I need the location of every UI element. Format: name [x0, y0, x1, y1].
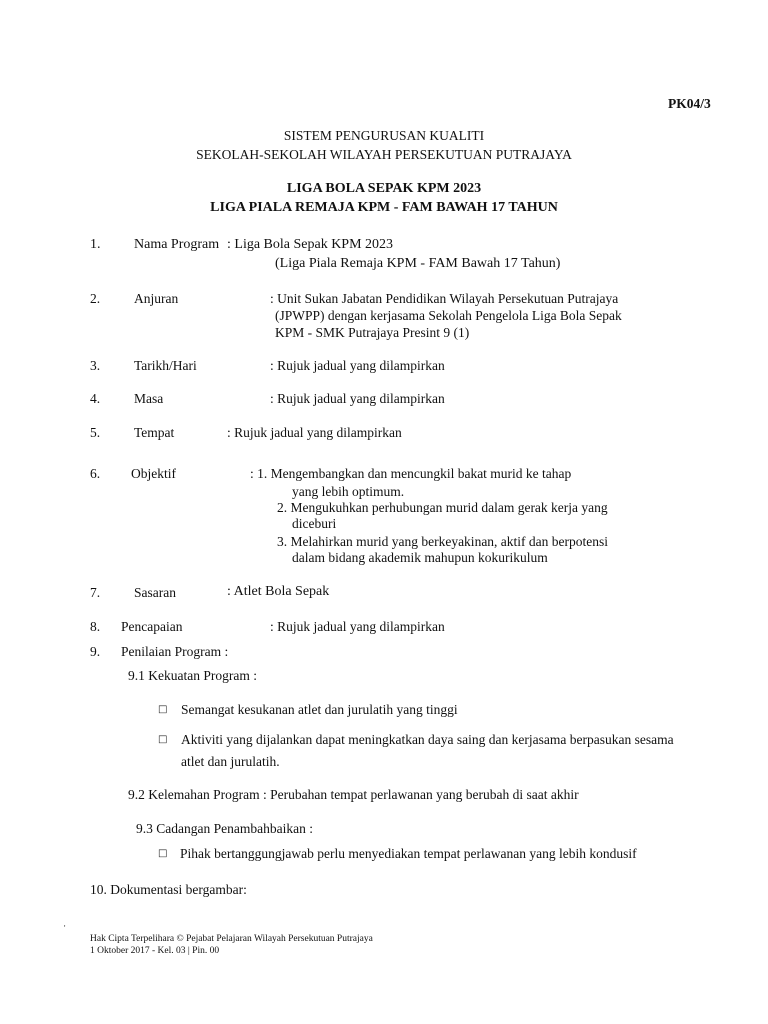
improvement-item-1: Pihak bertanggungjawab perlu menyediakan tempat perlawanan yang lebih kondusif — [180, 846, 637, 861]
item-label: Anjuran — [134, 291, 179, 306]
item-label: Objektif — [131, 466, 176, 481]
objective-1-cont: yang lebih optimum. — [292, 484, 405, 499]
objective-1: : 1. Mengembangkan dan mencungkil bakat murid ke tahap — [250, 466, 572, 481]
item-label: Pencapaian — [121, 619, 183, 634]
footer-copyright: Hak Cipta Terpelihara © Pejabat Pelajaran Wilayah Persekutuan Putrajaya — [90, 934, 373, 944]
header-line-1: SISTEM PENGURUSAN KUALITI — [283, 128, 485, 143]
item-number: 8. — [90, 619, 101, 634]
item-number: 7. — [90, 585, 101, 600]
bullet-icon: □ — [158, 704, 168, 715]
item-label: Sasaran — [134, 585, 176, 600]
item-value-line-3: KPM - SMK Putrajaya Presint 9 (1) — [275, 325, 470, 340]
bullet-icon: □ — [158, 848, 168, 859]
item-label: Tempat — [134, 425, 175, 440]
improvement-heading: 9.3 Cadangan Penambahbaikan : — [136, 821, 313, 836]
strengths-heading: 9.1 Kekuatan Program : — [128, 668, 257, 683]
item-value: : Rujuk jadual yang dilampirkan — [270, 358, 445, 373]
item-value: : Rujuk jadual yang dilampirkan — [270, 619, 445, 634]
objective-3: 3. Melahirkan murid yang berkeyakinan, aktif dan berpotensi — [277, 534, 609, 549]
title-line-2: LIGA PIALA REMAJA KPM - FAM BAWAH 17 TAHUN — [210, 200, 558, 215]
item-number: 4. — [90, 391, 101, 406]
item-label: Nama Program — [134, 237, 220, 252]
strength-item-2-cont: atlet dan jurulatih. — [181, 754, 280, 769]
item-value-line-2: (JPWPP) dengan kerjasama Sekolah Pengelola Liga Bola Sepak — [275, 308, 622, 323]
item-value: : Liga Bola Sepak KPM 2023 — [227, 237, 394, 252]
bullet-icon: □ — [158, 734, 168, 745]
item-number: 6. — [90, 466, 101, 481]
item-value: : Atlet Bola Sepak — [227, 584, 330, 599]
title-line-1: LIGA BOLA SEPAK KPM 2023 — [286, 181, 482, 196]
documentation-heading: 10. Dokumentasi bergambar: — [90, 882, 247, 897]
objective-2-cont: diceburi — [292, 516, 337, 531]
item-value: : Unit Sukan Jabatan Pendidikan Wilayah Persekutuan Putrajaya — [270, 291, 619, 306]
strength-item-2: Aktiviti yang dijalankan dapat meningkatkan daya saing dan kerjasama berpasukan sesama — [181, 732, 674, 747]
item-value-line-2: (Liga Piala Remaja KPM - FAM Bawah 17 Tahun) — [275, 256, 561, 271]
footer-version: 1 Oktober 2017 - Kel. 03 | Pin. 00 — [90, 946, 220, 956]
item-label: Masa — [134, 391, 164, 406]
item-label: Penilaian Program : — [121, 644, 229, 659]
item-number: 1. — [90, 237, 101, 252]
item-label: Tarikh/Hari — [134, 358, 197, 373]
objective-3-cont: dalam bidang akademik mahupun kokurikulum — [292, 550, 548, 565]
header-line-2: SEKOLAH-SEKOLAH WILAYAH PERSEKUTUAN PUTRAJAYA — [196, 147, 572, 162]
document-code: PK04/3 — [668, 96, 711, 111]
item-number: 9. — [90, 644, 101, 659]
item-number: 5. — [90, 425, 101, 440]
item-value: : Rujuk jadual yang dilampirkan — [270, 391, 445, 406]
item-number: 3. — [90, 358, 101, 373]
weakness-line: 9.2 Kelemahan Program : Perubahan tempat perlawanan yang berubah di saat akhir — [128, 787, 579, 802]
objective-2: 2. Mengukuhkan perhubungan murid dalam gerak kerja yang — [277, 500, 608, 515]
item-number: 2. — [90, 291, 101, 306]
footer-mark: · — [63, 922, 67, 932]
strength-item-1: Semangat kesukanan atlet dan jurulatih yang tinggi — [181, 702, 458, 717]
item-value: : Rujuk jadual yang dilampirkan — [227, 425, 402, 440]
